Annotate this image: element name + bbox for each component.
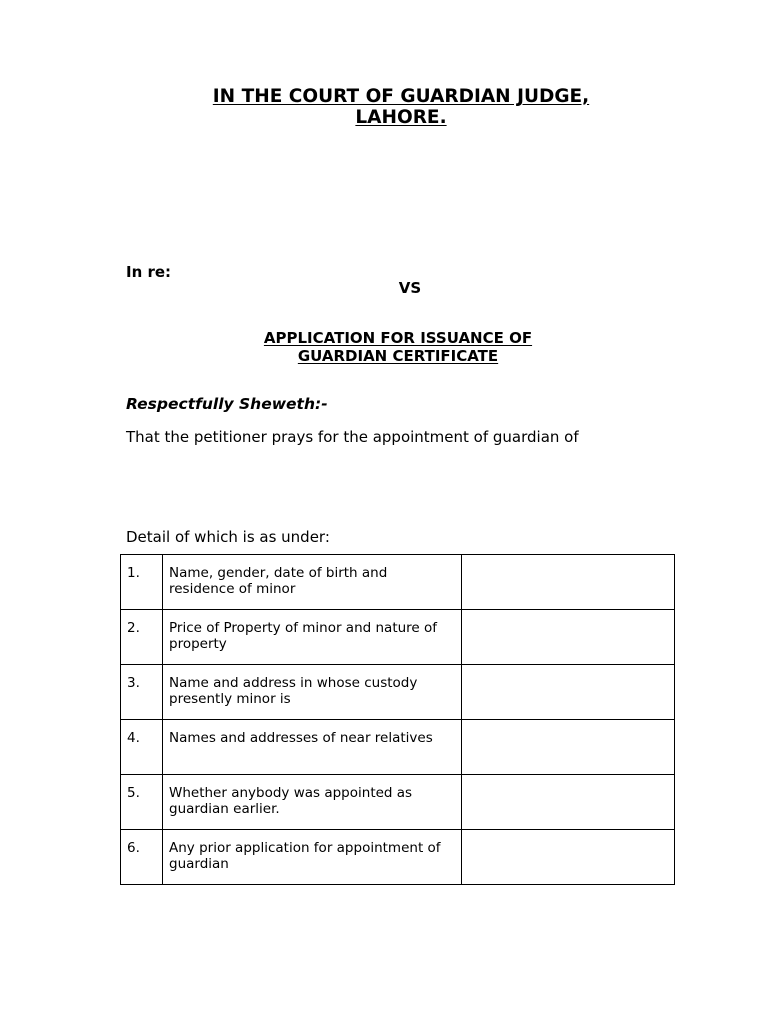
row-value bbox=[462, 720, 675, 775]
row-value bbox=[462, 610, 675, 665]
table-row bbox=[121, 720, 675, 775]
application-title-line2: GUARDIAN CERTIFICATE bbox=[297, 347, 499, 365]
row-value bbox=[462, 555, 675, 610]
table-row bbox=[121, 610, 675, 665]
row-number: 6. bbox=[121, 830, 163, 885]
application-title-line1: APPLICATION FOR ISSUANCE OF bbox=[263, 329, 533, 347]
row-label: Whether anybody was appointed as guardian earlier. bbox=[163, 775, 462, 830]
row-number: 3. bbox=[121, 665, 163, 720]
application-title bbox=[0, 329, 768, 365]
row-label: Names and addresses of near relatives bbox=[163, 720, 462, 775]
table-row bbox=[121, 775, 675, 830]
table-row bbox=[121, 555, 675, 610]
row-label: Name and address in whose custody presently minor is bbox=[163, 665, 462, 720]
table-row bbox=[121, 830, 675, 885]
table-row bbox=[121, 665, 675, 720]
details-table bbox=[120, 554, 675, 885]
court-title bbox=[0, 86, 768, 128]
prayer-text: That the petitioner prays for the appointment of guardian of bbox=[126, 428, 579, 446]
court-title-line1: IN THE COURT OF GUARDIAN JUDGE, bbox=[212, 86, 590, 107]
court-title-line2: LAHORE. bbox=[355, 107, 447, 128]
row-number: 4. bbox=[121, 720, 163, 775]
salutation: Respectfully Sheweth:- bbox=[126, 395, 328, 413]
row-number: 2. bbox=[121, 610, 163, 665]
row-value bbox=[462, 830, 675, 885]
in-re-label: In re: bbox=[126, 263, 172, 281]
row-value bbox=[462, 775, 675, 830]
detail-intro: Detail of which is as under: bbox=[126, 528, 330, 546]
row-number: 1. bbox=[121, 555, 163, 610]
row-value bbox=[462, 665, 675, 720]
vs-label: VS bbox=[398, 279, 422, 297]
row-label: Name, gender, date of birth and residence of minor bbox=[163, 555, 462, 610]
row-label: Price of Property of minor and nature of property bbox=[163, 610, 462, 665]
row-label: Any prior application for appointment of guardian bbox=[163, 830, 462, 885]
row-number: 5. bbox=[121, 775, 163, 830]
